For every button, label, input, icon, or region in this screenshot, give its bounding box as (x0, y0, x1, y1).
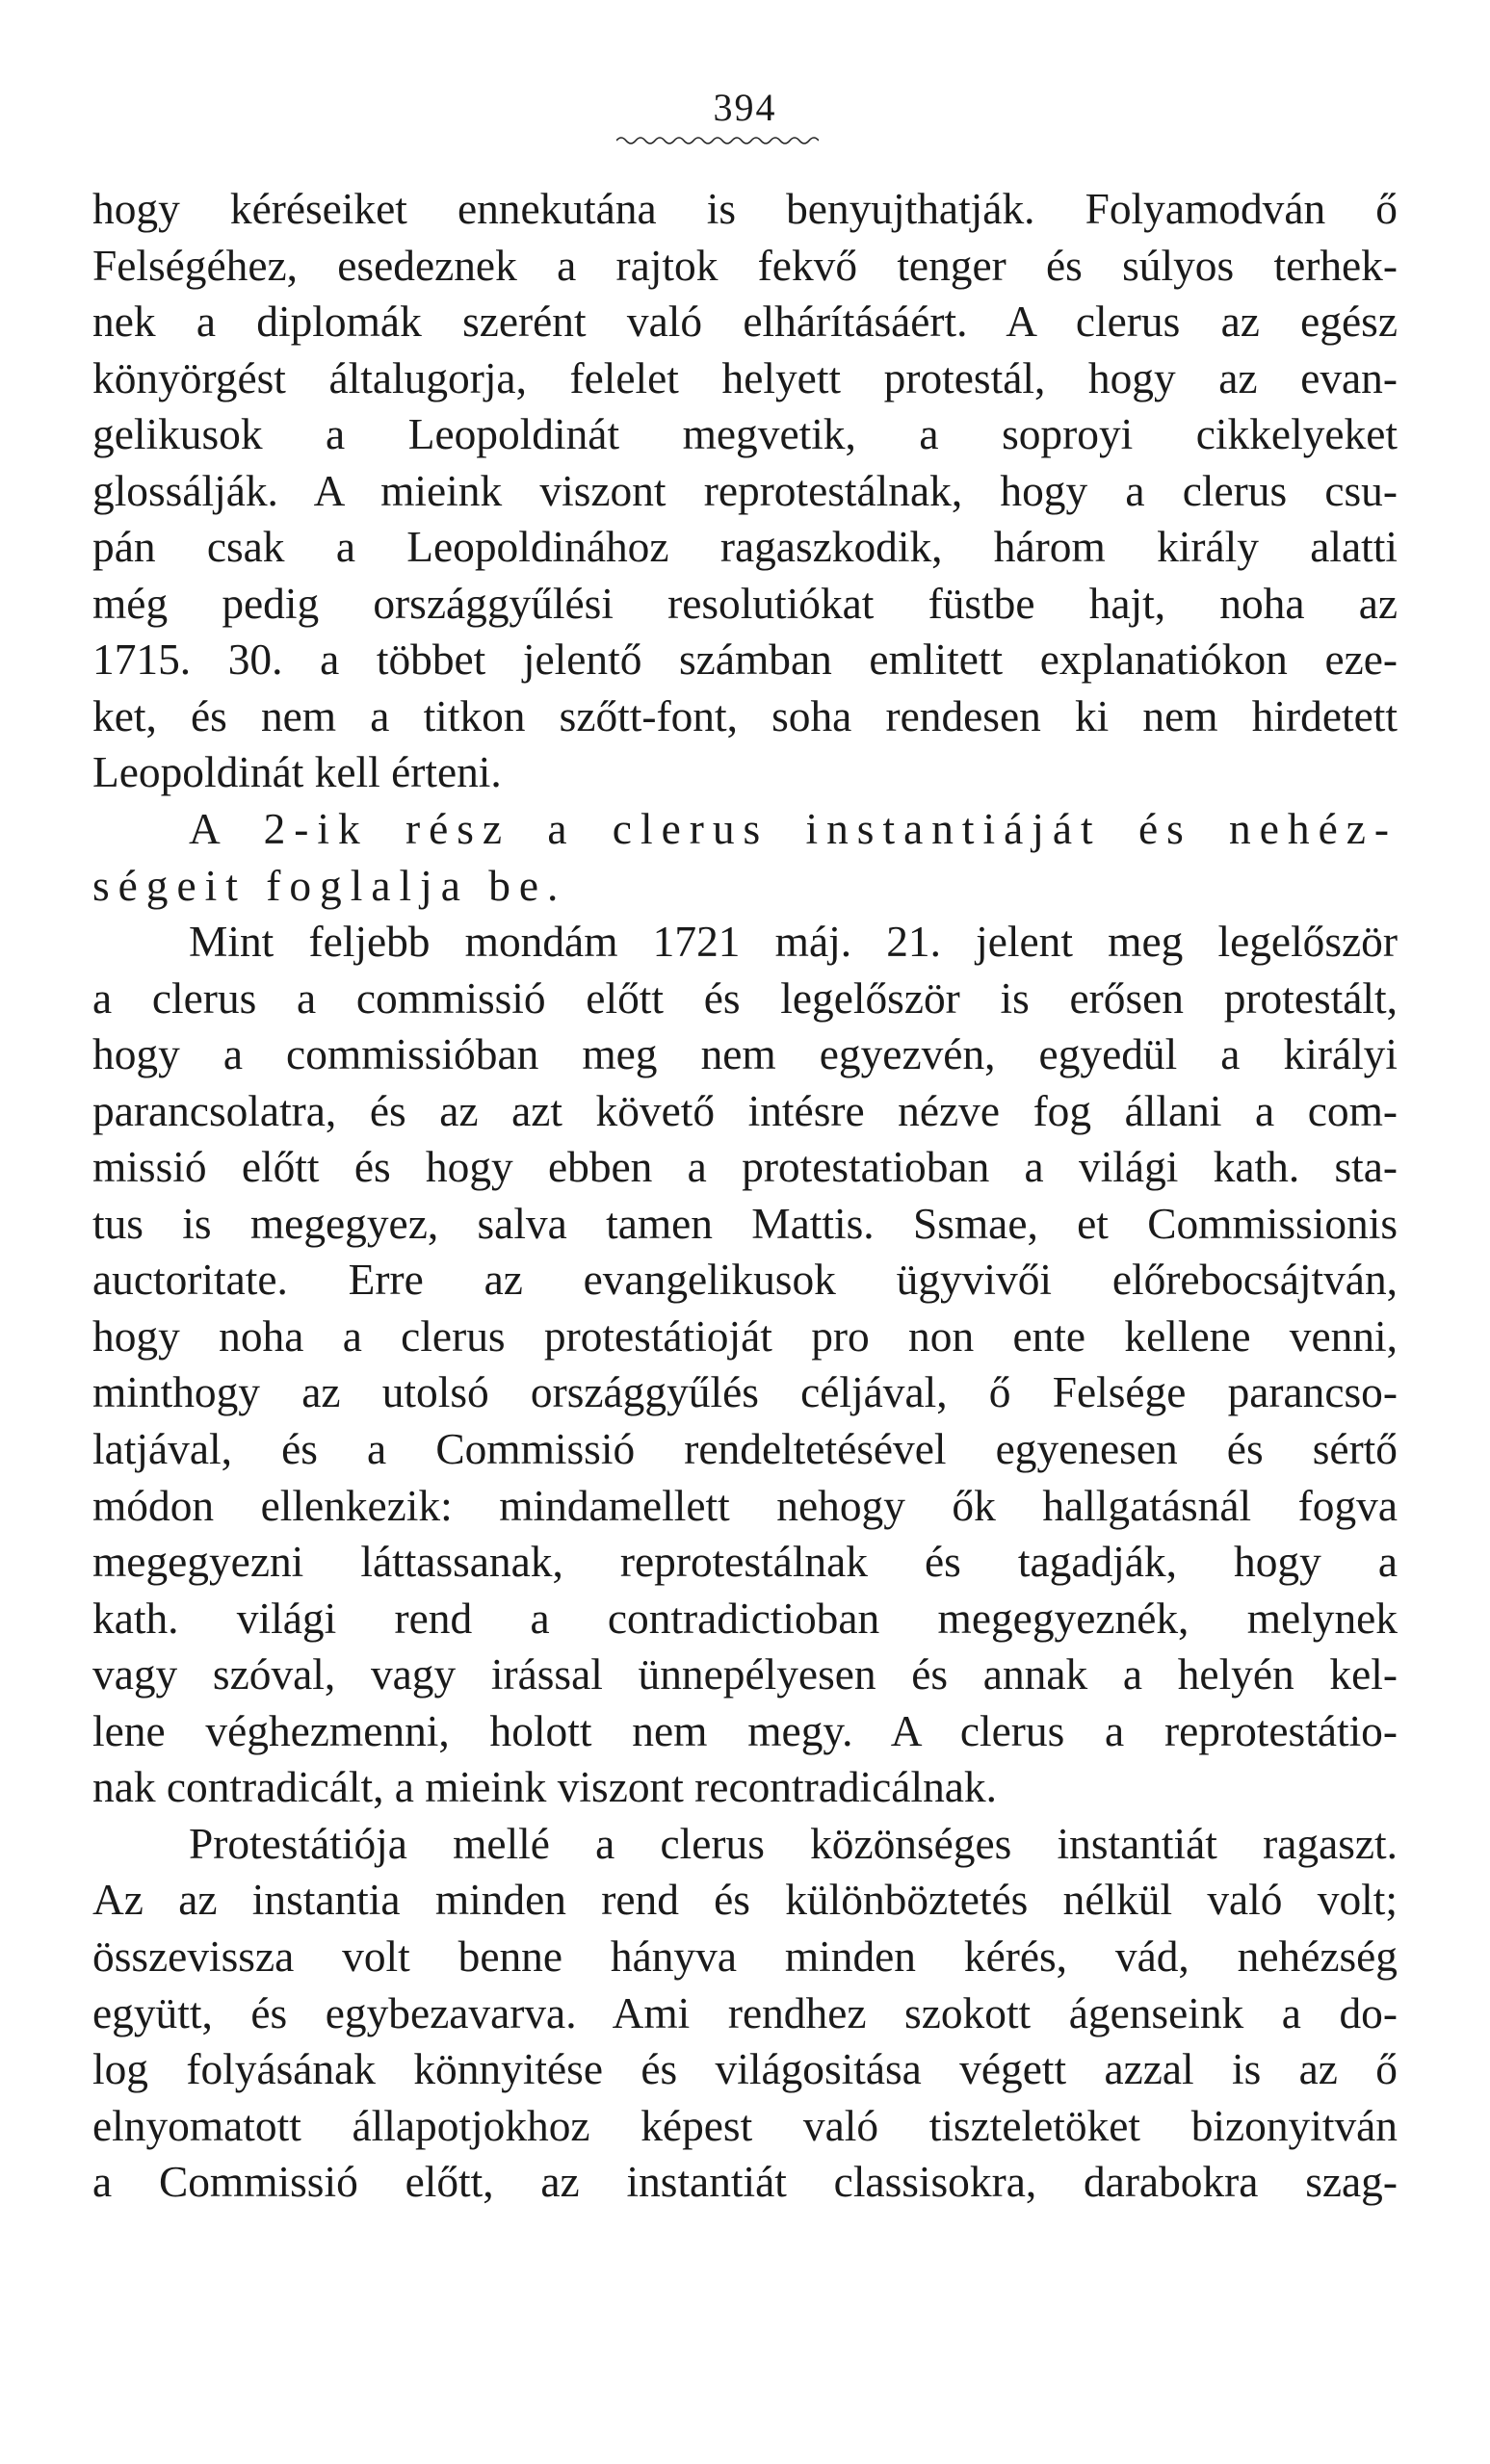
section-heading-line: ségeit foglalja be. (92, 861, 567, 910)
text-line: hogy kéréseiket ennekutána is benyujthatják. Folyamodván ő (92, 185, 1398, 233)
text-line: együtt, és egybezavarva. Ami rendhez szokott ágenseink a do- (92, 1988, 1398, 2037)
text-line: minthogy az utolsó országgyűlés céljával, ő Felsége parancso- (92, 1368, 1398, 1417)
page-number: 394 (713, 86, 777, 129)
body-text (92, 181, 1398, 2211)
text-line: vagy szóval, vagy irással ünnepélyesen és annak a helyén kel- (92, 1650, 1398, 1699)
text-line: Felségéhez, esedeznek a rajtok fekvő tenger és súlyos terhek- (92, 241, 1398, 290)
text-line: glossálják. A mieink viszont reprotestálnak, hogy a clerus csu- (92, 466, 1398, 515)
text-line: missió előtt és hogy ebben a protestatioban a világi kath. sta- (92, 1143, 1398, 1192)
wavy-rule-ornament (616, 135, 819, 146)
text-line: Protestátiója mellé a clerus közönséges instantiát ragaszt. (189, 1819, 1398, 1868)
text-line: kath. világi rend a contradictioban megegyeznék, melynek (92, 1594, 1398, 1643)
text-line: log folyásának könnyitése és világositása végett azzal is az ő (92, 2045, 1398, 2094)
text-line: hogy a commissióban meg nem egyezvén, egyedül a királyi (92, 1030, 1398, 1079)
text-line: még pedig országgyűlési resolutiókat füstbe hajt, noha az (92, 579, 1398, 628)
text-line: Mint feljebb mondám 1721 máj. 21. jelent meg legelőször (189, 918, 1398, 967)
text-line: latjával, és a Commissió rendeltetésével egyenesen és sértő (92, 1425, 1398, 1474)
text-line: lene véghezmenni, holott nem megy. A clerus a reprotestátio- (92, 1706, 1398, 1755)
text-line: a Commissió előtt, az instantiát classisokra, darabokra szag- (92, 2158, 1398, 2207)
text-line: Leopoldinát kell érteni. (92, 748, 502, 797)
text-line: auctoritate. Erre az evangelikusok ügyvivői előrebocsájtván, (92, 1256, 1398, 1305)
text-line: módon ellenkezik: mindamellett nehogy ők hallgatásnál fogva (92, 1481, 1398, 1530)
text-line: Az az instantia minden rend és különböztetés nélkül való volt; (92, 1876, 1398, 1925)
text-line: hogy noha a clerus protestátioját pro non ente kellene venni, (92, 1311, 1398, 1361)
text-line: nek a diplomák szerént való elhárításáért. A clerus az egész (92, 298, 1398, 347)
text-line: a clerus a commissió előtt és legelőször is erősen protestált, (92, 973, 1398, 1023)
text-line: nak contradicált, a mieink viszont recontradicálnak. (92, 1763, 997, 1812)
text-line: tus is megegyez, salva tamen Mattis. Ssmae, et Commissionis (92, 1199, 1398, 1248)
text-line: 1715. 30. a többet jelentő számban emlitett explanatiókon eze- (92, 635, 1398, 685)
text-line: gelikusok a Leopoldinát megvetik, a soproyi cikkelyeket (92, 410, 1398, 459)
text-line: könyörgést általugorja, felelet helyett protestál, hogy az evan- (92, 353, 1398, 402)
section-heading-line: A 2-ik rész a clerus instantiáját és nehéz- (189, 805, 1398, 854)
text-line: összevissza volt benne hányva minden kérés, vád, nehézség (92, 1932, 1398, 1981)
text-line: ket, és nem a titkon szőtt-font, soha rendesen ki nem hirdetett (92, 691, 1398, 740)
text-line: megegyezni láttassanak, reprotestálnak és tagadják, hogy a (92, 1538, 1398, 1587)
text-line: elnyomatott állapotjokhoz képest való tiszteletöket bizonyitván (92, 2101, 1398, 2150)
text-line: pán csak a Leopoldinához ragaszkodik, három király alatti (92, 523, 1398, 572)
text-line: parancsolatra, és az azt követő intésre nézve fog állani a com- (92, 1086, 1398, 1135)
